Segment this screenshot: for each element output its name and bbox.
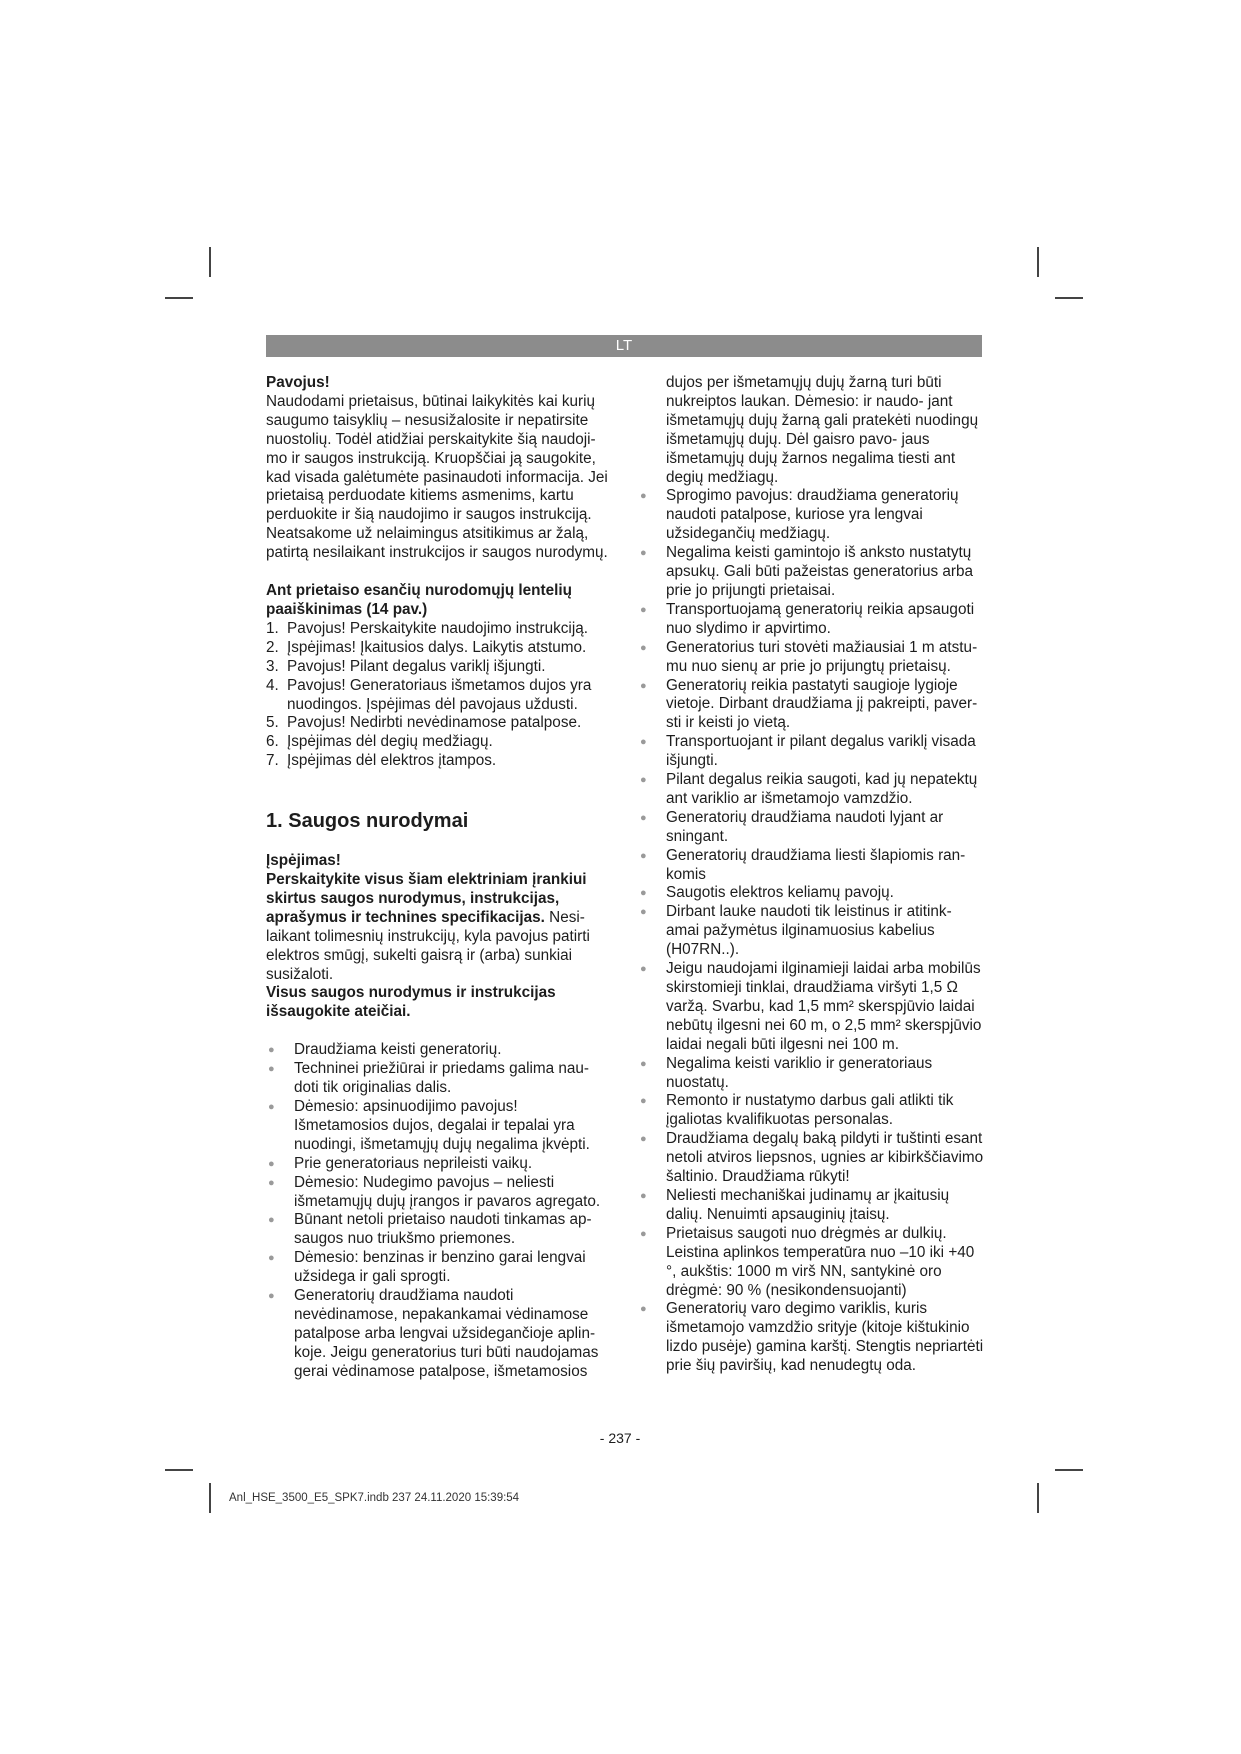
list-item: ● Draudžiama degalų baką pildyti ir tuštinti esant netoli atviros liepsnos, ugnies ar kibirkščiavimo šaltinio. Draudžiama rūkyti! (638, 1130, 984, 1187)
list-item: ● Dėmesio: apsinuodijimo pavojus! Išmetamosios dujos, degalai ir tepalai yra nuodingi, išmetamųjų dujų negalima įkvėpti. (266, 1098, 612, 1155)
list-item: ● Transportuojamą generatorių reikia apsaugoti nuo slydimo ir apvirtimo. (638, 601, 984, 639)
list-item: 4. Pavojus! Generatoriaus išmetamos dujos yra nuodingos. Įspėjimas dėl pavojaus uždusti. (266, 676, 592, 713)
list-item: 5. Pavojus! Nedirbti nevėdinamose patalpose. (266, 714, 582, 732)
list-item: ● Techninei priežiūrai ir priedams galima nau- doti tik originalias dalis. (266, 1060, 612, 1098)
page-number: - 237 - (599, 1430, 641, 1446)
list-item: 1. Pavojus! Perskaitykite naudojimo instrukciją. (266, 619, 588, 637)
list-item: ● Generatorių draudžiama liesti šlapiomis ran- komis (638, 847, 984, 885)
crop-mark (1037, 247, 1039, 277)
danger-text: Naudodami prietaisus, būtinai laikykitės kai kurių saugumo taisyklių – nesusižalosite ir nepatirsite nuostolių. Todėl atidžiai perskaitykite šią naudoji- mo ir saugos instrukciją. Kruopščiai ją saugokite, kad visada galėtumėte pasinaudoti informacija. Jei prietaisą perduodate kitiems asmenims, kartu perduokite ir šią naudojimo ir saugos instrukciją. Neatsakome už nelaimingus atsitikimus ar žalą, patirtą nesilaikant instrukcijos ir saugos nurodymų. (266, 392, 608, 562)
list-item: ● Neliesti mechaniškai judinamų ar įkaitusių dalių. Nenuimti apsauginių įtaisų. (638, 1187, 984, 1225)
list-item: ● Dėmesio: Nudegimo pavojus – neliesti išmetamųjų dujų įrangos ir pavaros agregato. (266, 1174, 612, 1212)
list-item: ● Negalima keisti gamintojo iš anksto nustatytų apsukų. Gali būti pažeistas generatorius arba prie jo prijungti prietaisai. (638, 544, 984, 601)
left-column (266, 374, 612, 1382)
list-item: ● Pilant degalus reikia saugoti, kad jų nepatektų ant variklio ar išmetamojo vamzdžio. (638, 771, 984, 809)
list-item: 3. Pavojus! Pilant degalus variklį išjungti. (266, 657, 546, 675)
crop-mark (209, 1483, 211, 1513)
keep-instructions: Visus saugos nurodymus ir instrukcijas išsaugokite ateičiai. (266, 984, 556, 1021)
list-item-continuation: dujos per išmetamųjų dujų žarną turi būti nukreiptos laukan. Dėmesio: ir naudo- jant išmetamųjų dujų žarną gali pratekėti nuodingų išmetamųjų dujų. Dėl gaisro pavo- jaus išmetamųjų dujų žarnos negalima tiesti ant degių medžiagų. (666, 374, 979, 486)
list-item: ● Generatorių reikia pastatyti saugioje lygioje vietoje. Dirbant draudžiama jį pakreipti, paver- sti ir keisti jo vietą. (638, 677, 984, 734)
section-heading: 1. Saugos nurodymai (266, 810, 469, 833)
crop-mark (1055, 297, 1083, 299)
language-header-bar (266, 335, 982, 357)
list-item: 2. Įspėjimas! Įkaitusios dalys. Laikytis atstumo. (266, 638, 587, 656)
right-column (638, 374, 984, 1376)
list-item: ● Draudžiama keisti generatorių. (266, 1041, 612, 1060)
safety-bullets-right (638, 374, 984, 1376)
list-item: ● Dėmesio: benzinas ir benzino garai lengvai užsidega ir gali sprogti. (266, 1249, 612, 1287)
list-item: ● Transportuojant ir pilant degalus variklį visada išjungti. (638, 733, 984, 771)
list-item: ● Generatorių draudžiama naudoti nevėdinamose, nepakankamai vėdinamose patalpose arba lengvai užsidegančioje aplin- koje. Jeigu generatorius turi būti naudojamas gerai vėdinamose patalpose, išmetamosios (266, 1287, 612, 1382)
list-item: ● Remonto ir nustatymo darbus gali atlikti tik įgaliotas kvalifikuotas personalas. (638, 1092, 984, 1130)
warning-title: Įspėjimas! (266, 852, 341, 870)
list-item: ● Būnant netoli prietaiso naudoti tinkamas ap- saugos nuo triukšmo priemones. (266, 1211, 612, 1249)
danger-title: Pavojus! (266, 374, 330, 391)
safety-bullets-left (266, 1041, 612, 1381)
list-item: ● Generatorių draudžiama naudoti lyjant ar sningant. (638, 809, 984, 847)
list-item: 7. Įspėjimas dėl elektros įtampos. (266, 752, 497, 770)
list-item: ● Dirbant lauke naudoti tik leistinus ir atitink- amai pažymėtus ilginamuosius kabelius (H07RN..). (638, 903, 984, 960)
list-item: ● Negalima keisti variklio ir generatoriaus nuostatų. (638, 1055, 984, 1093)
print-info: Anl_HSE_3500_E5_SPK7.indb 237 24.11.2020 15:39:54 (229, 1492, 520, 1504)
list-item: ● Generatorių varo degimo variklis, kuris išmetamojo vamzdžio srityje (kitoje kištukinio lizdo pusėje) gamina karštį. Stengtis nepriartėti prie šių paviršių, kad nenudegtų oda. (638, 1300, 984, 1376)
list-item: ● Jeigu naudojami ilginamieji laidai arba mobilūs skirstomieji tinklai, draudžiama viršyti 1,5 Ω varžą. Svarbu, kad 1,5 mm² skerspjūvio laidai nebūtų ilgesni nei 60 m, o 2,5 mm² skerspjūvio laidai negali būti ilgesni nei 100 m. (638, 960, 984, 1055)
crop-mark (1037, 1483, 1039, 1513)
crop-mark (1055, 1469, 1083, 1471)
list-item: ● Saugotis elektros keliamų pavojų. (638, 884, 984, 903)
list-item: ● Generatorius turi stovėti mažiausiai 1 m atstu- mu nuo sienų ar prie jo prijungtų prietaisų. (638, 639, 984, 677)
list-item: 6. Įspėjimas dėl degių medžiagų. (266, 733, 493, 751)
symbols-list (266, 620, 612, 771)
crop-mark (165, 297, 193, 299)
warning-paragraph: Perskaitykite visus šiam elektriniam įrankiui skirtus saugos nurodymus, instrukcijas, aprašymus ir technines specifikacijas. Nesi- laikant tolimesnių instrukcijų, kyla pavojus patirti elektros smūgį, sukelti gaisrą ir (arba) sunkiai susižaloti. (266, 871, 590, 983)
list-item: ● Sprogimo pavojus: draudžiama generatorių naudoti patalpose, kuriose yra lengvai užsidegančių medžiagų. (638, 487, 984, 544)
symbols-title: Ant prietaiso esančių nurodomųjų lentelių paaiškinimas (14 pav.) (266, 582, 572, 618)
crop-mark (165, 1469, 193, 1471)
list-item: ● Prie generatoriaus neprileisti vaikų. (266, 1155, 612, 1174)
language-label: LT (615, 337, 633, 354)
crop-mark (209, 247, 211, 277)
list-item: ● Prietaisus saugoti nuo drėgmės ar dulkių. Leistina aplinkos temperatūra nuo –10 iki +40 °, aukštis: 1000 m virš NN, santykinė oro drėgmė: 90 % (nesikondensuojanti) (638, 1225, 984, 1301)
